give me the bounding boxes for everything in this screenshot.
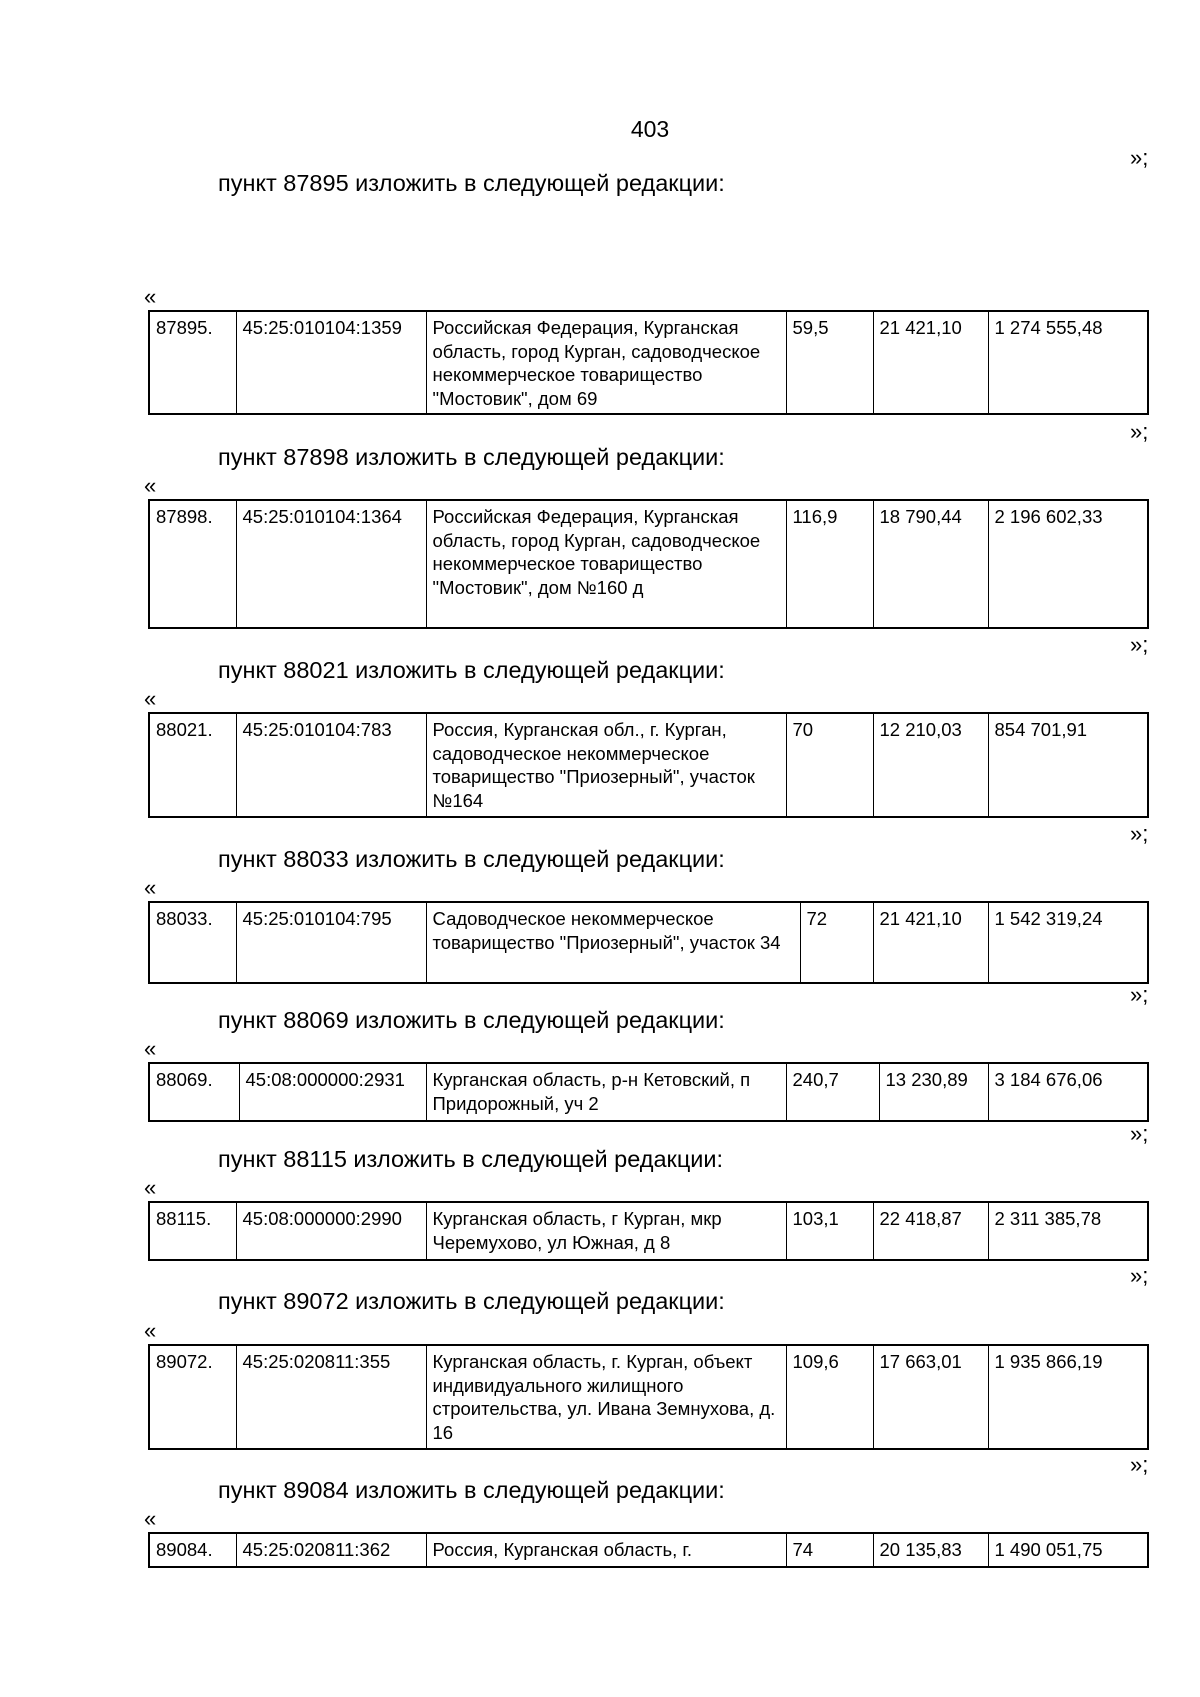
cadastral-value: 1 935 866,19 bbox=[988, 1345, 1148, 1449]
entry-number: 87895. bbox=[149, 311, 236, 414]
entry-number: 89072. bbox=[149, 1345, 236, 1449]
amendment-instruction: пункт 88033 изложить в следующей редакции: bbox=[218, 846, 725, 872]
closing-quote: »; bbox=[1130, 982, 1149, 1007]
closing-quote: »; bbox=[1130, 145, 1149, 170]
property-address: Российская Федерация, Курганская область, город Курган, садоводческое некоммерческое товарищество "Мостовик", дом 69 bbox=[426, 311, 786, 414]
table-row bbox=[149, 311, 1148, 414]
property-area: 109,6 bbox=[786, 1345, 873, 1449]
entry-number: 88021. bbox=[149, 713, 236, 817]
amendment-instruction: пункт 87898 изложить в следующей редакции: bbox=[218, 444, 725, 470]
table-row bbox=[149, 1202, 1148, 1260]
table-row bbox=[149, 902, 1148, 983]
registry-entry-table bbox=[148, 712, 1149, 818]
cadastral-number: 45:08:000000:2931 bbox=[239, 1063, 426, 1121]
cadastral-number: 45:08:000000:2990 bbox=[236, 1202, 426, 1260]
opening-quote: « bbox=[144, 1036, 157, 1061]
closing-quote: »; bbox=[1130, 1452, 1149, 1477]
closing-quote: »; bbox=[1130, 821, 1149, 846]
specific-value: 20 135,83 bbox=[873, 1533, 988, 1567]
property-area: 74 bbox=[786, 1533, 873, 1567]
cadastral-value: 1 490 051,75 bbox=[988, 1533, 1148, 1567]
cadastral-value: 2 196 602,33 bbox=[988, 500, 1148, 628]
entry-number: 88115. bbox=[149, 1202, 236, 1260]
registry-entry-table bbox=[148, 1344, 1149, 1450]
amendment-instruction: пункт 88069 изложить в следующей редакции: bbox=[218, 1007, 725, 1033]
registry-entry-table bbox=[148, 499, 1149, 629]
closing-quote: »; bbox=[1130, 632, 1149, 657]
entry-number: 87898. bbox=[149, 500, 236, 628]
specific-value: 21 421,10 bbox=[873, 902, 988, 983]
table-row bbox=[149, 713, 1148, 817]
table-row bbox=[149, 1345, 1148, 1449]
cadastral-number: 45:25:010104:1364 bbox=[236, 500, 426, 628]
opening-quote: « bbox=[144, 1506, 157, 1531]
property-area: 59,5 bbox=[786, 311, 873, 414]
specific-value: 12 210,03 bbox=[873, 713, 988, 817]
property-address: Курганская область, г Курган, мкр Черемухово, ул Южная, д 8 bbox=[426, 1202, 786, 1260]
property-address: Россия, Курганская обл., г. Курган, садоводческое некоммерческое товарищество "Приозерный", участок №164 bbox=[426, 713, 786, 817]
cadastral-number: 45:25:020811:362 bbox=[236, 1533, 426, 1567]
cadastral-number: 45:25:010104:795 bbox=[236, 902, 426, 983]
specific-value: 18 790,44 bbox=[873, 500, 988, 628]
cadastral-number: 45:25:010104:783 bbox=[236, 713, 426, 817]
property-area: 103,1 bbox=[786, 1202, 873, 1260]
specific-value: 21 421,10 bbox=[873, 311, 988, 414]
property-area: 70 bbox=[786, 713, 873, 817]
entry-number: 88033. bbox=[149, 902, 236, 983]
cadastral-number: 45:25:020811:355 bbox=[236, 1345, 426, 1449]
property-address: Россия, Курганская область, г. bbox=[426, 1533, 786, 1567]
opening-quote: « bbox=[144, 1318, 157, 1343]
amendment-instruction: пункт 87895 изложить в следующей редакции: bbox=[218, 170, 725, 196]
opening-quote: « bbox=[144, 473, 157, 498]
registry-entry-table bbox=[148, 310, 1149, 415]
registry-entry-table bbox=[148, 1201, 1149, 1261]
specific-value: 22 418,87 bbox=[873, 1202, 988, 1260]
closing-quote: »; bbox=[1130, 1263, 1149, 1288]
property-address: Курганская область, р-н Кетовский, п Придорожный, уч 2 bbox=[426, 1063, 786, 1121]
cadastral-value: 3 184 676,06 bbox=[988, 1063, 1148, 1121]
opening-quote: « bbox=[144, 875, 157, 900]
property-address: Российская Федерация, Курганская область, город Курган, садоводческое некоммерческое товарищество "Мостовик", дом №160 д bbox=[426, 500, 786, 628]
property-address: Курганская область, г. Курган, объект индивидуального жилищного строительства, ул. Ивана Земнухова, д. 16 bbox=[426, 1345, 786, 1449]
specific-value: 17 663,01 bbox=[873, 1345, 988, 1449]
property-area: 72 bbox=[800, 902, 873, 983]
amendment-instruction: пункт 88021 изложить в следующей редакции: bbox=[218, 657, 725, 683]
amendment-instruction: пункт 88115 изложить в следующей редакции: bbox=[218, 1146, 724, 1172]
table-row bbox=[149, 1063, 1148, 1121]
cadastral-value: 1 274 555,48 bbox=[988, 311, 1148, 414]
registry-entry-table bbox=[148, 1532, 1149, 1568]
property-area: 116,9 bbox=[786, 500, 873, 628]
registry-entry-table bbox=[148, 1062, 1149, 1122]
opening-quote: « bbox=[144, 284, 157, 309]
amendment-instruction: пункт 89084 изложить в следующей редакции: bbox=[218, 1477, 725, 1503]
cadastral-value: 2 311 385,78 bbox=[988, 1202, 1148, 1260]
cadastral-value: 854 701,91 bbox=[988, 713, 1148, 817]
closing-quote: »; bbox=[1130, 419, 1149, 444]
property-address: Садоводческое некоммерческое товарищество "Приозерный", участок 34 bbox=[426, 902, 800, 983]
amendment-instruction: пункт 89072 изложить в следующей редакции: bbox=[218, 1288, 725, 1314]
cadastral-number: 45:25:010104:1359 bbox=[236, 311, 426, 414]
entry-number: 88069. bbox=[149, 1063, 239, 1121]
table-row bbox=[149, 500, 1148, 628]
registry-entry-table bbox=[148, 901, 1149, 984]
property-area: 240,7 bbox=[786, 1063, 879, 1121]
table-row bbox=[149, 1533, 1148, 1567]
closing-quote: »; bbox=[1130, 1121, 1149, 1146]
opening-quote: « bbox=[144, 686, 157, 711]
cadastral-value: 1 542 319,24 bbox=[988, 902, 1148, 983]
opening-quote: « bbox=[144, 1175, 157, 1200]
page-number: 403 bbox=[630, 116, 670, 142]
entry-number: 89084. bbox=[149, 1533, 236, 1567]
specific-value: 13 230,89 bbox=[879, 1063, 988, 1121]
